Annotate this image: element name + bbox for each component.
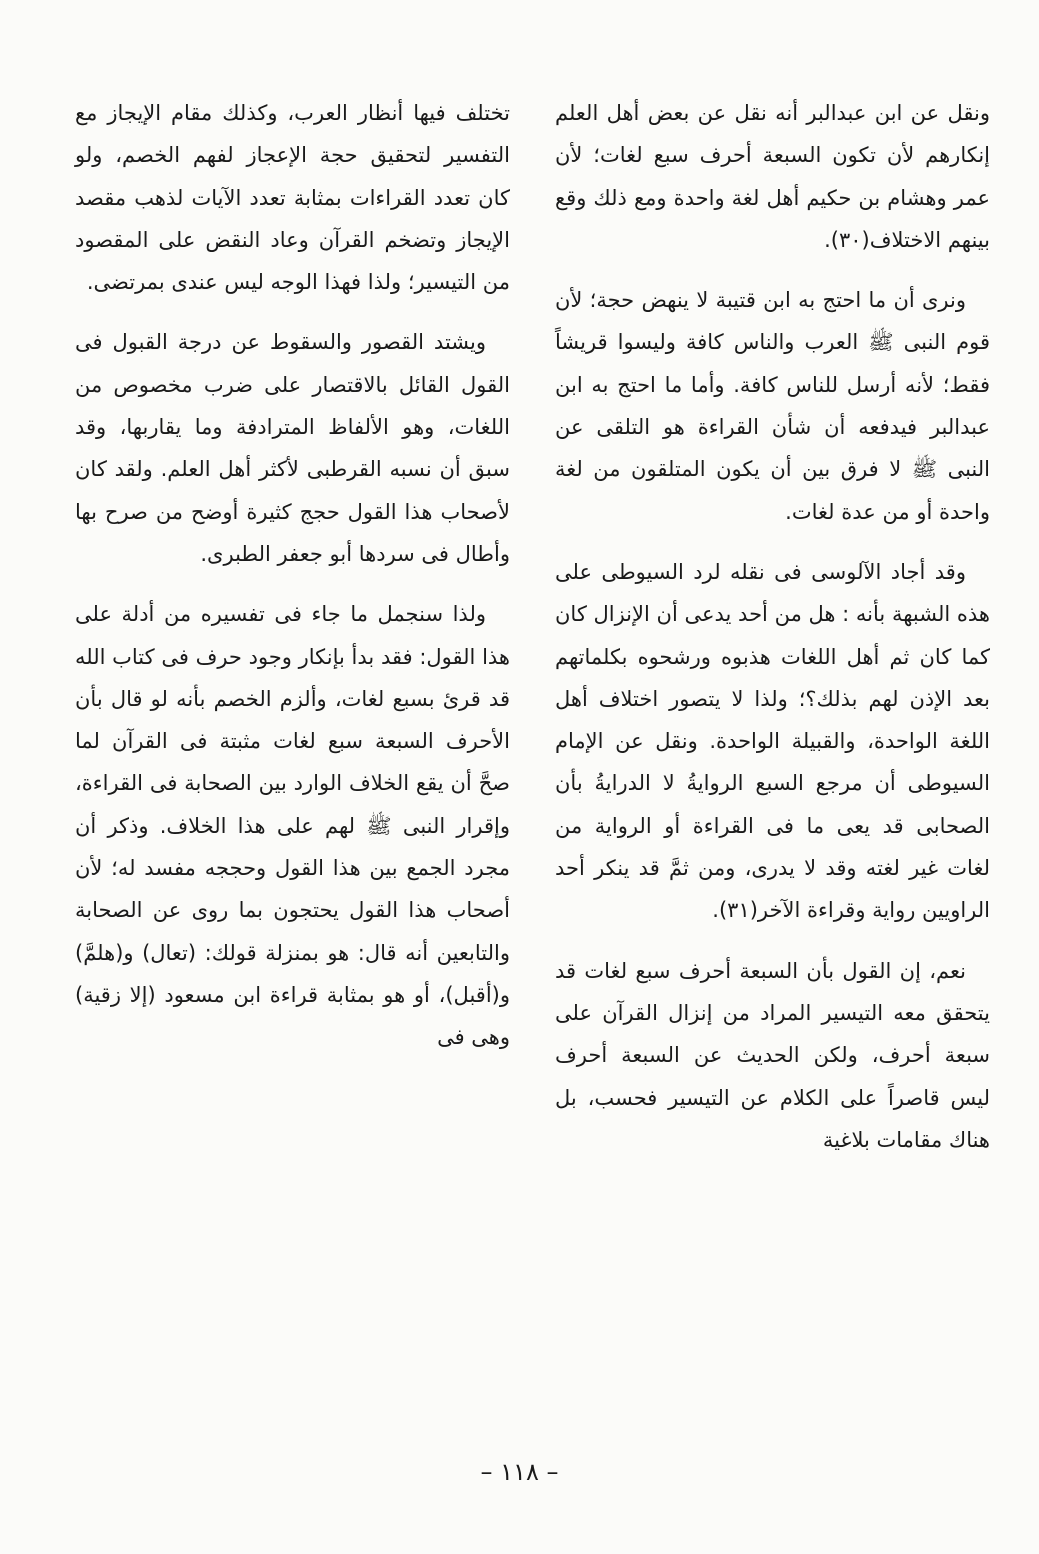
left-text-column (75, 92, 510, 1059)
paragraph: تختلف فيها أنظار العرب، وكذلك مقام الإيجاز مع التفسير لتحقيق حجة الإعجاز لفهم الخصم، ولو كان تعدد القراءات بمثابة تعدد الآيات لذهب مقصد الإيجاز وتضخم القرآن وعاد النقض على المقصود من التيسير؛ ولذا فهذا الوجه ليس عندى بمرتضى. (75, 101, 510, 295)
paragraph: نعم، إن القول بأن السبعة أحرف سبع لغات قد يتحقق معه التيسير المراد من إنزال القرآن على سبعة أحرف، ولكن الحديث عن السبعة أحرف ليس قاصراً على الكلام عن التيسير فحسب، بل هناك مقامات بلاغية (555, 958, 990, 1152)
paragraph: ولذا سنجمل ما جاء فى تفسيره من أدلة على هذا القول: فقد بدأ بإنكار وجود حرف فى كتاب الله قد قرئ بسبع لغات، وألزم الخصم بأنه لو قال بأن الأحرف السبعة سبع لغات مثبتة فى القرآن لما صحَّ أن يقع الخلاف الوارد بين الصحابة فى القراءة، وإقرار النبى ﷺ لهم على هذا الخلاف. وذكر أن مجرد الجمع بين هذا القول وحججه مفسد له؛ لأن أصحاب هذا القول يحتجون بما روى عن الصحابة والتابعين أنه قال: هو بمنزلة قولك: (تعال) و(هلمَّ) و(أقبل)، أو هو بمثابة قراءة ابن مسعود (إلا زقية) وهى فى (75, 602, 510, 1050)
paragraph: ونرى أن ما احتج به ابن قتيبة لا ينهض حجة؛ لأن قوم النبى ﷺ العرب والناس كافة وليسوا قريشاً فقط؛ لأنه أرسل للناس كافة. وأما ما احتج به ابن عبدالبر فيدفعه أن شأن القراءة هو التلقى عن النبى ﷺ لا فرق بين أن يكون المتلقون من لغة واحدة أو من عدة لغات. (555, 288, 990, 524)
right-text-column (555, 92, 990, 1161)
page-number: – ١١٨ – (480, 1458, 559, 1486)
paragraph: وقد أجاد الآلوسى فى نقله لرد السيوطى على هذه الشبهة بأنه : هل من أحد يدعى أن الإنزال كان كما كان ثم أهل اللغات هذبوه ورشحوه بكلماتهم بعد الإذن لهم بذلك؟؛ ولذا لا يتصور اختلاف أهل اللغة الواحدة، والقبيلة الواحدة. ونقل عن الإمام السيوطى أن مرجع السبع الروايةُ لا الدرايةُ بأن الصحابى قد يعى ما فى القراءة أو الرواية من لغات غير لغته وقد لا يدرى، ومن ثمَّ قد ينكر أحد الراويين رواية وقراءة الآخر(٣١). (555, 559, 990, 923)
paragraph: ويشتد القصور والسقوط عن درجة القبول فى القول القائل بالاقتصار على ضرب مخصوص من اللغات، وهو الألفاظ المترادفة وما يقاربها، وقد سبق أن نسبه القرطبى لأكثر أهل العلم. ولقد كان لأصحاب هذا القول حجج كثيرة أوضح من صرح بها وأطال فى سردها أبو جعفر الطبرى. (75, 330, 510, 566)
paragraph: ونقل عن ابن عبدالبر أنه نقل عن بعض أهل العلم إنكارهم لأن تكون السبعة أحرف سبع لغات؛ لأن عمر وهشام بن حكيم أهل لغة واحدة ومع ذلك وقع بينهم الاختلاف(٣٠). (555, 101, 990, 252)
